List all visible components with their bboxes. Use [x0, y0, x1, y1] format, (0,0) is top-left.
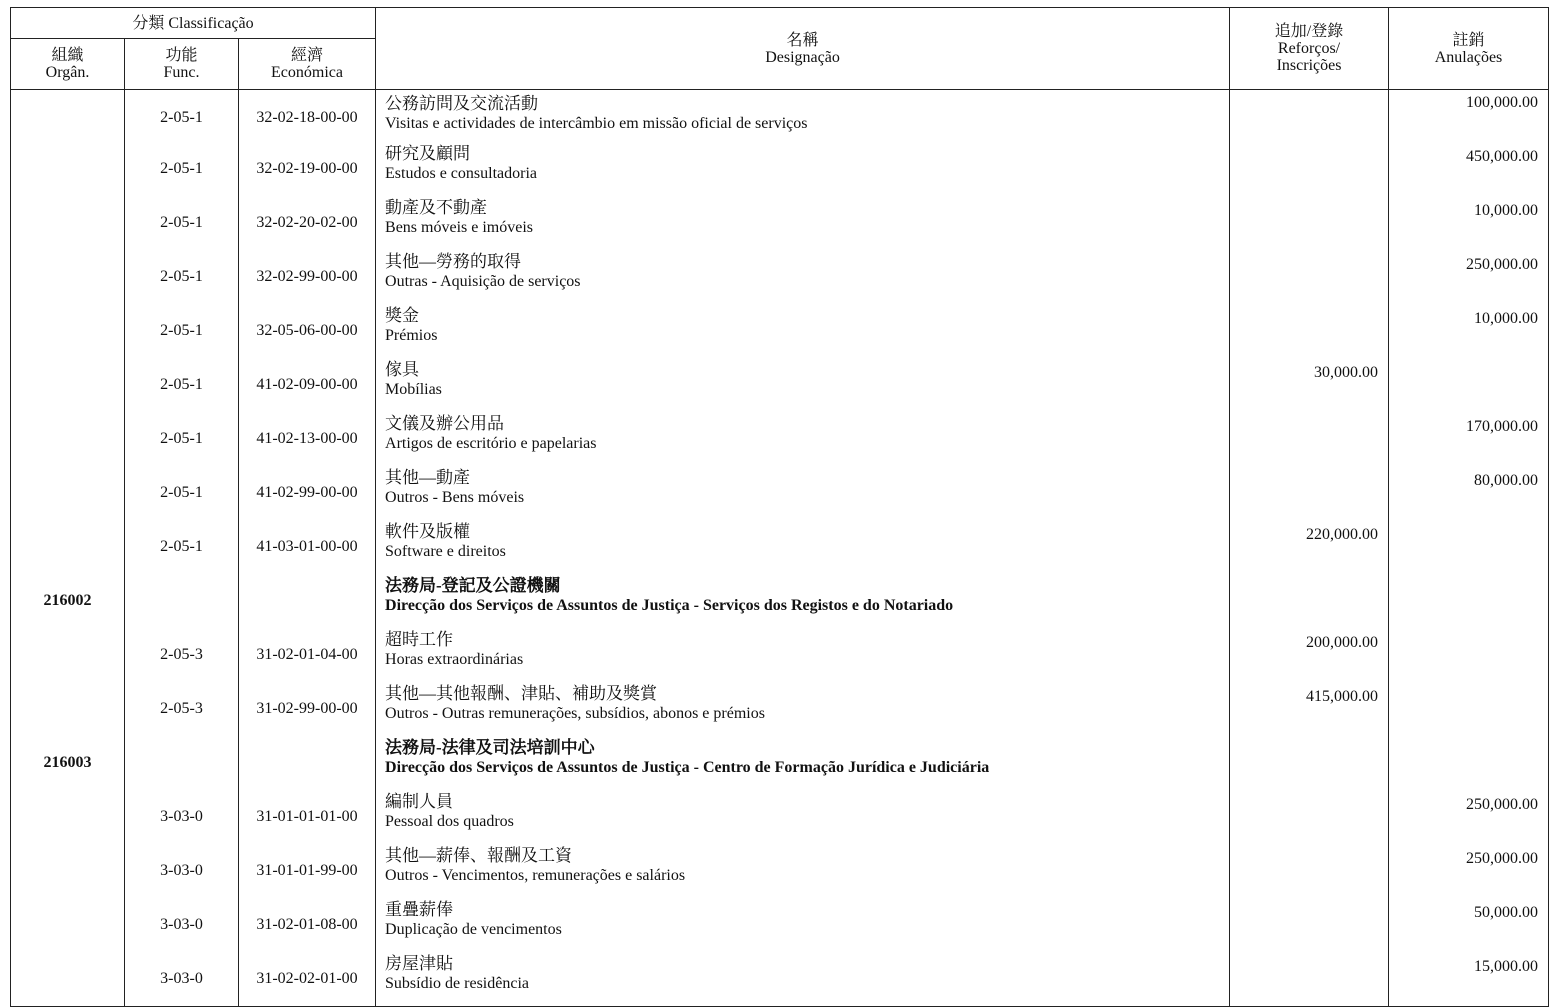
classification-header: 分類 Classificação [11, 8, 376, 39]
func-cell: 3-03-0 [125, 790, 239, 844]
econ-cell [239, 574, 376, 628]
org-cell [11, 898, 125, 952]
annulment-amount: 80,000.00 [1389, 466, 1549, 520]
econ-cell: 41-02-13-00-00 [239, 412, 376, 466]
designation-cell [376, 574, 1230, 628]
func-cell [125, 736, 239, 790]
reinforcement-amount [1230, 412, 1389, 466]
org-cell [11, 844, 125, 898]
designation-pt: Duplicação de vencimentos [385, 921, 562, 938]
org-cell [11, 90, 125, 143]
designation-zh: 編制人員 [385, 792, 454, 811]
designation-pt: Pessoal dos quadros [385, 813, 514, 830]
func-cell: 2-05-3 [125, 682, 239, 736]
designation-zh: 公務訪問及交流活動 [385, 94, 539, 113]
budget-table-document [10, 7, 1548, 1007]
org-cell [11, 466, 125, 520]
org-header-zh: 組織 [51, 47, 84, 64]
annulment-amount: 15,000.00 [1389, 952, 1549, 1007]
annulment-amount: 250,000.00 [1389, 790, 1549, 844]
annulment-amount: 170,000.00 [1389, 412, 1549, 466]
designation-pt: Subsídio de residência [385, 975, 529, 992]
designation-pt: Mobílias [385, 381, 442, 398]
func-cell: 2-05-1 [125, 142, 239, 196]
func-cell: 2-05-1 [125, 250, 239, 304]
econ-cell: 32-02-20-02-00 [239, 196, 376, 250]
reinforcement-amount [1230, 736, 1389, 790]
table-row [11, 520, 1549, 574]
designation-pt: Outros - Vencimentos, remunerações e salários [385, 867, 686, 884]
func-cell: 2-05-1 [125, 412, 239, 466]
table-row [11, 304, 1549, 358]
econ-cell: 41-03-01-00-00 [239, 520, 376, 574]
designation-pt: Horas extraordinárias [385, 651, 524, 668]
table-row [11, 196, 1549, 250]
org-cell [11, 682, 125, 736]
budget-table [10, 7, 1549, 1007]
designation-zh: 獎金 [385, 306, 420, 325]
org-cell: 216003 [11, 736, 125, 790]
designation-zh: 研究及顧問 [385, 144, 471, 163]
table-row [11, 90, 1549, 143]
designation-pt: Outros - Bens móveis [385, 489, 525, 506]
org-cell [11, 412, 125, 466]
reinforcements-header [1230, 8, 1389, 90]
annulments-header-zh: 註銷 [1452, 31, 1485, 49]
org-cell [11, 358, 125, 412]
annulment-amount: 250,000.00 [1389, 844, 1549, 898]
func-header-pt: Func. [163, 64, 200, 81]
designation-header-pt: Designação [765, 48, 840, 66]
designation-cell [376, 844, 1230, 898]
designation-header [376, 8, 1230, 90]
func-cell: 3-03-0 [125, 952, 239, 1007]
econ-cell: 31-02-01-04-00 [239, 628, 376, 682]
annulment-amount: 50,000.00 [1389, 898, 1549, 952]
designation-cell [376, 142, 1230, 196]
designation-pt: Estudos e consultadoria [385, 165, 537, 182]
reinforcement-amount [1230, 196, 1389, 250]
reinforcements-header-pt2: Inscrições [1276, 57, 1342, 74]
designation-cell [376, 790, 1230, 844]
section-row [11, 736, 1549, 790]
annulment-amount: 100,000.00 [1389, 90, 1549, 143]
func-cell [125, 574, 239, 628]
reinforcement-amount [1230, 844, 1389, 898]
func-header-zh: 功能 [165, 47, 198, 64]
table-row [11, 250, 1549, 304]
designation-pt: Outros - Outras remunerações, subsídios, abonos e prémios [385, 705, 765, 722]
table-row [11, 952, 1549, 1007]
annulment-amount [1389, 628, 1549, 682]
org-cell [11, 628, 125, 682]
org-cell [11, 142, 125, 196]
designation-header-zh: 名稱 [786, 31, 819, 49]
func-cell: 2-05-1 [125, 358, 239, 412]
org-cell: 216002 [11, 574, 125, 628]
reinforcement-amount [1230, 250, 1389, 304]
designation-zh: 法務局-法律及司法培訓中心 [385, 738, 595, 757]
econ-header-zh: 經濟 [291, 47, 324, 64]
table-row [11, 412, 1549, 466]
org-header-pt: Orgân. [45, 64, 90, 81]
designation-cell [376, 628, 1230, 682]
econ-cell: 31-01-01-01-00 [239, 790, 376, 844]
econ-header [239, 39, 376, 90]
table-row [11, 682, 1549, 736]
reinforcement-amount [1230, 898, 1389, 952]
designation-cell [376, 898, 1230, 952]
table-row [11, 466, 1549, 520]
func-cell: 3-03-0 [125, 898, 239, 952]
designation-pt: Bens móveis e imóveis [385, 219, 533, 236]
annulments-header-pt: Anulações [1434, 48, 1503, 66]
annulment-amount: 450,000.00 [1389, 142, 1549, 196]
table-header [11, 8, 1549, 90]
designation-cell [376, 304, 1230, 358]
annulment-amount [1389, 574, 1549, 628]
designation-pt: Outras - Aquisição de serviços [385, 273, 581, 290]
annulments-header [1389, 8, 1549, 90]
org-header [11, 39, 125, 90]
designation-zh: 動產及不動產 [385, 198, 488, 217]
annulment-amount: 250,000.00 [1389, 250, 1549, 304]
econ-header-pt: Económica [271, 64, 343, 81]
designation-zh: 其他—薪俸、報酬及工資 [385, 846, 573, 865]
func-cell: 2-05-1 [125, 304, 239, 358]
designation-zh: 法務局-登記及公證機關 [385, 576, 561, 595]
designation-cell [376, 682, 1230, 736]
designation-zh: 其他—勞務的取得 [385, 252, 522, 271]
annulment-amount [1389, 682, 1549, 736]
reinforcement-amount [1230, 790, 1389, 844]
designation-pt: Artigos de escritório e papelarias [385, 435, 597, 452]
designation-pt: Software e direitos [385, 543, 506, 560]
func-cell: 2-05-1 [125, 90, 239, 143]
func-cell: 2-05-1 [125, 520, 239, 574]
org-cell [11, 250, 125, 304]
econ-cell: 32-05-06-00-00 [239, 304, 376, 358]
reinforcement-amount [1230, 304, 1389, 358]
func-cell: 2-05-1 [125, 196, 239, 250]
annulment-amount [1389, 736, 1549, 790]
annulment-amount [1389, 358, 1549, 412]
reinforcement-amount: 30,000.00 [1230, 358, 1389, 412]
designation-zh: 房屋津貼 [385, 954, 454, 973]
table-row [11, 628, 1549, 682]
designation-zh: 軟件及版權 [385, 522, 471, 541]
designation-cell [376, 736, 1230, 790]
designation-zh: 其他—其他報酬、津貼、補助及獎賞 [385, 684, 658, 703]
table-row [11, 898, 1549, 952]
designation-cell [376, 466, 1230, 520]
table-body [11, 90, 1549, 1007]
reinforcement-amount [1230, 574, 1389, 628]
econ-cell: 32-02-99-00-00 [239, 250, 376, 304]
designation-zh: 傢具 [385, 360, 420, 379]
table-row [11, 358, 1549, 412]
org-cell [11, 196, 125, 250]
reinforcement-amount [1230, 466, 1389, 520]
func-cell: 2-05-3 [125, 628, 239, 682]
func-cell: 2-05-1 [125, 466, 239, 520]
designation-cell [376, 358, 1230, 412]
org-cell [11, 952, 125, 1007]
table-row [11, 790, 1549, 844]
econ-cell [239, 736, 376, 790]
econ-cell: 41-02-09-00-00 [239, 358, 376, 412]
table-row [11, 844, 1549, 898]
econ-cell: 31-01-01-99-00 [239, 844, 376, 898]
econ-cell: 32-02-19-00-00 [239, 142, 376, 196]
designation-cell [376, 412, 1230, 466]
func-cell: 3-03-0 [125, 844, 239, 898]
econ-cell: 31-02-01-08-00 [239, 898, 376, 952]
reinforcement-amount [1230, 90, 1389, 143]
annulment-amount: 10,000.00 [1389, 304, 1549, 358]
designation-cell [376, 520, 1230, 574]
reinforcement-amount: 415,000.00 [1230, 682, 1389, 736]
reinforcements-header-pt1: Reforços/ [1277, 40, 1341, 57]
designation-pt: Prémios [385, 327, 438, 344]
annulment-amount [1389, 520, 1549, 574]
reinforcement-amount: 200,000.00 [1230, 628, 1389, 682]
designation-zh: 重疊薪俸 [385, 900, 454, 919]
org-cell [11, 304, 125, 358]
designation-pt: Direcção dos Serviços de Assuntos de Justiça - Centro de Formação Jurídica e Judiciária [385, 759, 990, 776]
reinforcement-amount: 220,000.00 [1230, 520, 1389, 574]
designation-cell [376, 952, 1230, 1007]
designation-cell [376, 250, 1230, 304]
reinforcement-amount [1230, 952, 1389, 1007]
table-row [11, 142, 1549, 196]
designation-zh: 其他—動產 [385, 468, 471, 487]
econ-cell: 31-02-99-00-00 [239, 682, 376, 736]
econ-cell: 32-02-18-00-00 [239, 90, 376, 143]
annulment-amount: 10,000.00 [1389, 196, 1549, 250]
designation-pt: Direcção dos Serviços de Assuntos de Justiça - Serviços dos Registos e do Notariado [385, 597, 954, 614]
designation-cell [376, 196, 1230, 250]
reinforcements-header-zh: 追加/登錄 [1274, 23, 1344, 40]
econ-cell: 41-02-99-00-00 [239, 466, 376, 520]
designation-pt: Visitas e actividades de intercâmbio em missão oficial de serviços [385, 115, 808, 132]
econ-cell: 31-02-02-01-00 [239, 952, 376, 1007]
designation-zh: 超時工作 [385, 630, 454, 649]
reinforcement-amount [1230, 142, 1389, 196]
designation-cell [376, 90, 1230, 143]
designation-zh: 文儀及辦公用品 [385, 414, 505, 433]
func-header [125, 39, 239, 90]
org-cell [11, 520, 125, 574]
org-cell [11, 790, 125, 844]
section-row [11, 574, 1549, 628]
